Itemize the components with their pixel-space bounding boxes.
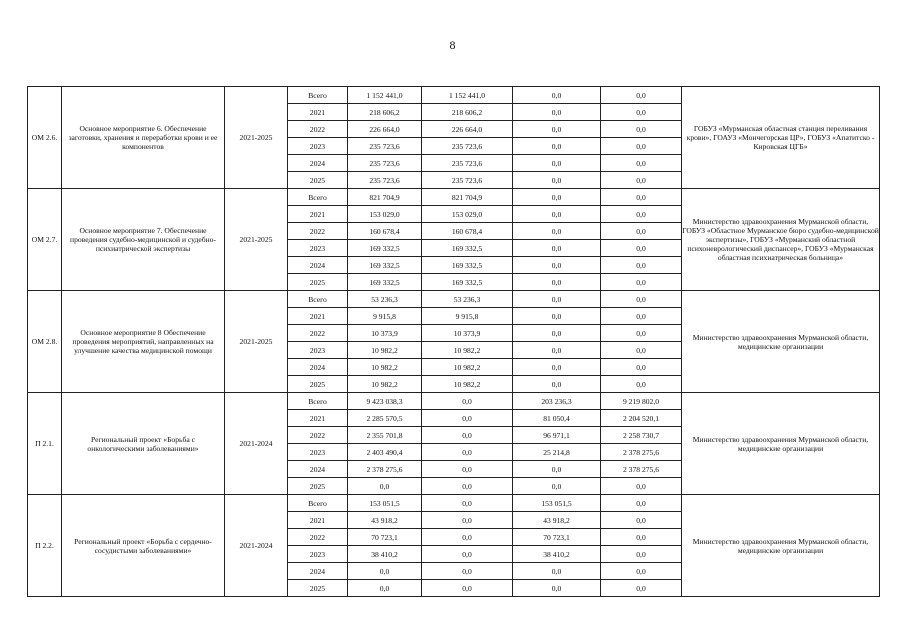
regional-budget-cell: 53 236,3 [422, 291, 513, 308]
executor-cell: ГОБУЗ «Мурманская областная станция переливания крови», ГОАУЗ «Мончегорская ЦР», ГОБУЗ «Апатитско - Кировская ЦГБ» [682, 87, 880, 189]
other-funding-cell: 0,0 [601, 240, 682, 257]
regional-budget-cell: 0,0 [422, 393, 513, 410]
program-funding-table [27, 86, 880, 597]
federal-budget-cell: 0,0 [513, 563, 601, 580]
federal-budget-cell: 153 051,5 [513, 495, 601, 512]
other-funding-cell: 0,0 [601, 376, 682, 393]
table-row [28, 495, 880, 512]
other-funding-cell: 0,0 [601, 172, 682, 189]
regional-budget-cell: 226 664,0 [422, 121, 513, 138]
federal-budget-cell: 0,0 [513, 359, 601, 376]
other-funding-cell: 0,0 [601, 274, 682, 291]
total-cell: 2 285 570,5 [348, 410, 422, 427]
year-cell: Всего [288, 393, 348, 410]
total-cell: 169 332,5 [348, 240, 422, 257]
other-funding-cell: 0,0 [601, 87, 682, 104]
event-code-cell: П 2.1. [28, 393, 62, 495]
executor-cell: Министерство здравоохранения Мурманской области, медицинские организации [682, 393, 880, 495]
federal-budget-cell: 0,0 [513, 121, 601, 138]
federal-budget-cell: 0,0 [513, 257, 601, 274]
regional-budget-cell: 235 723,6 [422, 155, 513, 172]
executor-cell: Министерство здравоохранения Мурманской области, медицинские организации [682, 291, 880, 393]
total-cell: 10 982,2 [348, 359, 422, 376]
year-cell: 2021 [288, 206, 348, 223]
total-cell: 153 029,0 [348, 206, 422, 223]
total-cell: 169 332,5 [348, 257, 422, 274]
federal-budget-cell: 70 723,1 [513, 529, 601, 546]
table-row [28, 87, 880, 104]
regional-budget-cell: 0,0 [422, 563, 513, 580]
federal-budget-cell: 0,0 [513, 240, 601, 257]
total-cell: 53 236,3 [348, 291, 422, 308]
year-cell: 2022 [288, 529, 348, 546]
federal-budget-cell: 38 410,2 [513, 546, 601, 563]
regional-budget-cell: 0,0 [422, 478, 513, 495]
regional-budget-cell: 10 982,2 [422, 359, 513, 376]
total-cell: 235 723,6 [348, 138, 422, 155]
year-cell: Всего [288, 87, 348, 104]
federal-budget-cell: 0,0 [513, 87, 601, 104]
year-cell: 2024 [288, 155, 348, 172]
federal-budget-cell: 0,0 [513, 478, 601, 495]
year-cell: 2021 [288, 410, 348, 427]
federal-budget-cell: 96 971,1 [513, 427, 601, 444]
executor-cell: Министерство здравоохранения Мурманской области, медицинские организации [682, 495, 880, 597]
total-cell: 153 051,5 [348, 495, 422, 512]
federal-budget-cell: 0,0 [513, 223, 601, 240]
total-cell: 38 410,2 [348, 546, 422, 563]
regional-budget-cell: 0,0 [422, 512, 513, 529]
regional-budget-cell: 153 029,0 [422, 206, 513, 223]
other-funding-cell: 2 378 275,6 [601, 461, 682, 478]
federal-budget-cell: 0,0 [513, 172, 601, 189]
total-cell: 9 423 038,3 [348, 393, 422, 410]
event-name-cell: Основное мероприятие 6. Обеспечение заготовки, хранения и переработки крови и ее компонентов [62, 87, 225, 189]
total-cell: 2 403 490,4 [348, 444, 422, 461]
total-cell: 821 704,9 [348, 189, 422, 206]
regional-budget-cell: 0,0 [422, 495, 513, 512]
regional-budget-cell: 0,0 [422, 580, 513, 597]
federal-budget-cell: 0,0 [513, 155, 601, 172]
total-cell: 10 982,2 [348, 376, 422, 393]
year-cell: 2022 [288, 121, 348, 138]
regional-budget-cell: 0,0 [422, 546, 513, 563]
other-funding-cell: 0,0 [601, 529, 682, 546]
regional-budget-cell: 10 982,2 [422, 376, 513, 393]
year-cell: 2025 [288, 274, 348, 291]
year-cell: 2021 [288, 512, 348, 529]
year-cell: 2023 [288, 444, 348, 461]
page-number: 8 [449, 38, 456, 52]
federal-budget-cell: 0,0 [513, 274, 601, 291]
total-cell: 1 152 441,0 [348, 87, 422, 104]
regional-budget-cell: 160 678,4 [422, 223, 513, 240]
year-cell: 2024 [288, 359, 348, 376]
regional-budget-cell: 169 332,5 [422, 257, 513, 274]
executor-cell: Министерство здравоохранения Мурманской области, ГОБУЗ «Областное Мурманское бюро судебно-медицинской экспертизы», ГОБУЗ «Мурманский областной психоневрологический диспансер», ГОБУЗ «Мурманская областная психиатрическая больница» [682, 189, 880, 291]
total-cell: 235 723,6 [348, 172, 422, 189]
total-cell: 0,0 [348, 563, 422, 580]
federal-budget-cell: 0,0 [513, 376, 601, 393]
federal-budget-cell: 0,0 [513, 325, 601, 342]
event-code-cell: ОМ 2.7. [28, 189, 62, 291]
other-funding-cell: 0,0 [601, 291, 682, 308]
other-funding-cell: 2 258 730,7 [601, 427, 682, 444]
total-cell: 226 664,0 [348, 121, 422, 138]
federal-budget-cell: 25 214,8 [513, 444, 601, 461]
other-funding-cell: 0,0 [601, 546, 682, 563]
other-funding-cell: 0,0 [601, 580, 682, 597]
other-funding-cell: 0,0 [601, 223, 682, 240]
regional-budget-cell: 9 915,8 [422, 308, 513, 325]
event-code-cell: ОМ 2.8. [28, 291, 62, 393]
regional-budget-cell: 235 723,6 [422, 138, 513, 155]
regional-budget-cell: 169 332,5 [422, 274, 513, 291]
other-funding-cell: 0,0 [601, 138, 682, 155]
regional-budget-cell: 0,0 [422, 461, 513, 478]
other-funding-cell: 9 219 802,0 [601, 393, 682, 410]
other-funding-cell: 0,0 [601, 512, 682, 529]
total-cell: 43 918,2 [348, 512, 422, 529]
regional-budget-cell: 0,0 [422, 529, 513, 546]
other-funding-cell: 0,0 [601, 342, 682, 359]
period-cell: 2021-2024 [225, 495, 288, 597]
total-cell: 0,0 [348, 580, 422, 597]
federal-budget-cell: 81 050,4 [513, 410, 601, 427]
regional-budget-cell: 1 152 441,0 [422, 87, 513, 104]
table-row [28, 189, 880, 206]
year-cell: 2022 [288, 325, 348, 342]
federal-budget-cell: 0,0 [513, 138, 601, 155]
total-cell: 9 915,8 [348, 308, 422, 325]
federal-budget-cell: 203 236,3 [513, 393, 601, 410]
event-name-cell: Основное мероприятие 7. Обеспечение проведения судебно-медицинской и судебно-психиатрической экспертизы [62, 189, 225, 291]
federal-budget-cell: 0,0 [513, 206, 601, 223]
other-funding-cell: 0,0 [601, 206, 682, 223]
other-funding-cell: 0,0 [601, 121, 682, 138]
regional-budget-cell: 821 704,9 [422, 189, 513, 206]
total-cell: 2 355 701,8 [348, 427, 422, 444]
year-cell: 2025 [288, 376, 348, 393]
event-name-cell: Региональный проект «Борьба с онкологическими заболеваниями» [62, 393, 225, 495]
table-row [28, 393, 880, 410]
other-funding-cell: 0,0 [601, 325, 682, 342]
total-cell: 10 373,9 [348, 325, 422, 342]
other-funding-cell: 0,0 [601, 495, 682, 512]
year-cell: 2024 [288, 563, 348, 580]
regional-budget-cell: 0,0 [422, 427, 513, 444]
total-cell: 10 982,2 [348, 342, 422, 359]
regional-budget-cell: 10 982,2 [422, 342, 513, 359]
year-cell: 2023 [288, 546, 348, 563]
year-cell: 2025 [288, 478, 348, 495]
period-cell: 2021-2025 [225, 87, 288, 189]
other-funding-cell: 0,0 [601, 104, 682, 121]
year-cell: 2024 [288, 461, 348, 478]
other-funding-cell: 0,0 [601, 257, 682, 274]
federal-budget-cell: 0,0 [513, 189, 601, 206]
year-cell: 2021 [288, 308, 348, 325]
event-code-cell: ОМ 2.6. [28, 87, 62, 189]
other-funding-cell: 2 378 275,6 [601, 444, 682, 461]
total-cell: 2 378 275,6 [348, 461, 422, 478]
year-cell: 2022 [288, 223, 348, 240]
regional-budget-cell: 10 373,9 [422, 325, 513, 342]
other-funding-cell: 2 204 520,1 [601, 410, 682, 427]
regional-budget-cell: 235 723,6 [422, 172, 513, 189]
period-cell: 2021-2024 [225, 393, 288, 495]
total-cell: 169 332,5 [348, 274, 422, 291]
federal-budget-cell: 0,0 [513, 580, 601, 597]
other-funding-cell: 0,0 [601, 563, 682, 580]
federal-budget-cell: 0,0 [513, 104, 601, 121]
period-cell: 2021-2025 [225, 291, 288, 393]
regional-budget-cell: 169 332,5 [422, 240, 513, 257]
federal-budget-cell: 0,0 [513, 308, 601, 325]
year-cell: 2024 [288, 257, 348, 274]
year-cell: 2023 [288, 342, 348, 359]
federal-budget-cell: 43 918,2 [513, 512, 601, 529]
regional-budget-cell: 218 606,2 [422, 104, 513, 121]
year-cell: Всего [288, 291, 348, 308]
federal-budget-cell: 0,0 [513, 291, 601, 308]
event-name-cell: Региональный проект «Борьба с сердечно-сосудистыми заболеваниями» [62, 495, 225, 597]
federal-budget-cell: 0,0 [513, 461, 601, 478]
period-cell: 2021-2025 [225, 189, 288, 291]
table-row [28, 291, 880, 308]
year-cell: 2022 [288, 427, 348, 444]
year-cell: 2021 [288, 104, 348, 121]
year-cell: Всего [288, 189, 348, 206]
total-cell: 70 723,1 [348, 529, 422, 546]
year-cell: 2023 [288, 138, 348, 155]
total-cell: 0,0 [348, 478, 422, 495]
event-name-cell: Основное мероприятие 8 Обеспечение проведения мероприятий, направленных на улучшение качества медицинской помощи [62, 291, 225, 393]
other-funding-cell: 0,0 [601, 308, 682, 325]
regional-budget-cell: 0,0 [422, 410, 513, 427]
other-funding-cell: 0,0 [601, 478, 682, 495]
federal-budget-cell: 0,0 [513, 342, 601, 359]
year-cell: Всего [288, 495, 348, 512]
other-funding-cell: 0,0 [601, 189, 682, 206]
year-cell: 2023 [288, 240, 348, 257]
event-code-cell: П 2.2. [28, 495, 62, 597]
total-cell: 235 723,6 [348, 155, 422, 172]
other-funding-cell: 0,0 [601, 359, 682, 376]
other-funding-cell: 0,0 [601, 155, 682, 172]
year-cell: 2025 [288, 172, 348, 189]
total-cell: 160 678,4 [348, 223, 422, 240]
year-cell: 2025 [288, 580, 348, 597]
regional-budget-cell: 0,0 [422, 444, 513, 461]
total-cell: 218 606,2 [348, 104, 422, 121]
